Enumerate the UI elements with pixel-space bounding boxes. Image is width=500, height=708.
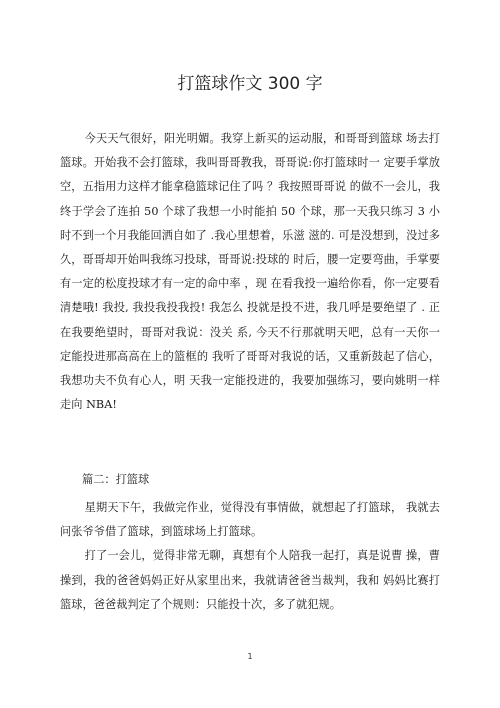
- essay-two-paragraph: 星期天下午，我做完作业，觉得没有事情做，就想起了打篮球， 我就去问张爷爷借了篮球，到篮球场上打篮球。: [60, 501, 440, 539]
- section-heading: 篇二：打篮球: [82, 473, 150, 486]
- essay-one-paragraph: 今天天气很好，阳光明媚。我穿上新买的运动服，和哥哥到篮球 场去打篮球。开始我不会打篮球，我叫哥哥教我，哥哥说:你打篮球时一 定要手掌放空，五指用力这样才能拿稳篮球记住了吗 ？我按照哥哥说 的做不一会儿，我终于学会了连拍 50 个球了我想一小时能拍 50 个球，那一天我只练习 3 小时不到一个月我能回洒自如了 .我心里想着，乐滋 滋的. 可是没想到，没过多久，哥哥却开始叫我练习投球，哥哥说:投球的 时后，腰一定要弯曲，手掌要有一定的松度投球才有一定的命中率 ，现 在看我投一遍给你看，你一定要看清楚哦! 我投, 我投我投我投! 我怎么 投就是投不进，我几呼是要绝望了 . 正在我要绝望时，哥哥对我说：没关 系, 今天不行那就明天吧，总有一天你一定能投进那高高在上的篮框的 我听了哥哥对我说的话，又重新鼓起了信心，我想功夫不负有心人，明 天我一定能投进的，我要加强练习，要向姚明一样走向 NBA!: [60, 132, 440, 412]
- page-title: 打篮球作文 300 字: [177, 74, 323, 94]
- page-number: 1: [247, 652, 253, 661]
- essay-two-paragraph: 打了一会儿，觉得非常无聊，真想有个人陪我一起打，真是说曹 操，曹操到，我的爸爸妈妈正好从家里出来，我就请爸爸当裁判，我和 妈妈比赛打篮球，爸爸裁判定了个规则：只能投十次，多了就犯规。: [60, 549, 440, 611]
- essay-two-body: [60, 496, 440, 617]
- essay-one-body: [60, 127, 440, 417]
